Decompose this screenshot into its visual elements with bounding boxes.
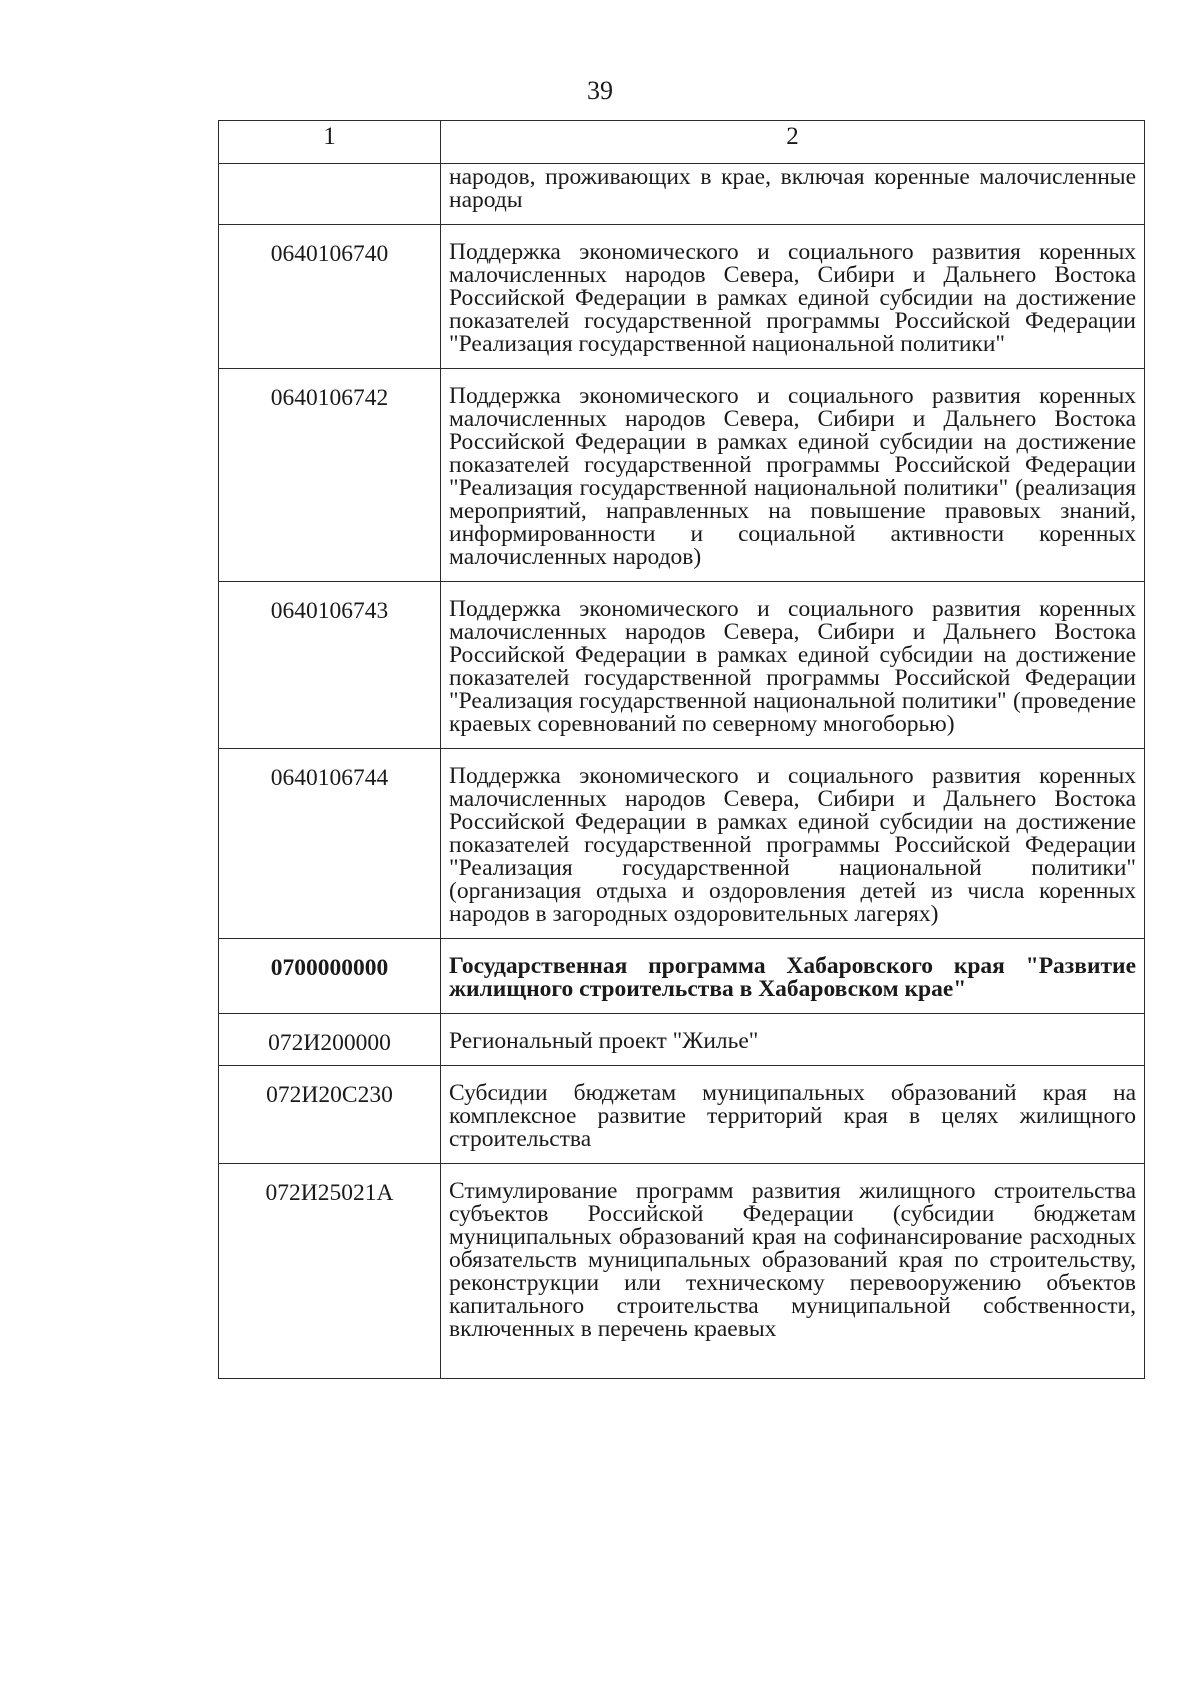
column-header-name: 2	[441, 121, 1145, 164]
row-code: 0640106742	[219, 369, 441, 582]
row-description: Субсидии бюджетам муниципальных образований края на комплексное развитие территорий края в целях жилищного строительства	[441, 1066, 1145, 1164]
row-description: народов, проживающих в крае, включая коренные малочисленные народы	[441, 164, 1145, 225]
table-row	[219, 225, 1145, 369]
row-description: Стимулирование программ развития жилищного строительства субъектов Российской Федерации (субсидии бюджетам муниципальных образований края на софинансирование расходных обязательств муниципальных образований края по строительству, реконструкции или техническому перевооружению объектов капитального строительства муниципальной собственности, включенных в перечень краевых	[449, 1180, 1136, 1341]
page-number: 39	[587, 76, 613, 105]
row-code: 0640106743	[219, 582, 441, 749]
table-row	[219, 1014, 1145, 1066]
table-row	[219, 1164, 1145, 1379]
row-description: Поддержка экономического и социального развития коренных малочисленных народов Севера, Сибири и Дальнего Востока Российской Федерации в рамках единой субсидии на достижение показателей государственной программы Российской Федерации "Реализация государственной национальной политики" (организация отдыха и оздоровления детей из числа коренных народов в загородных оздоровительных лагерях)	[441, 749, 1145, 939]
table-row	[219, 1066, 1145, 1164]
table-header-row	[219, 121, 1145, 164]
table-row-program	[219, 939, 1145, 1014]
row-description: Поддержка экономического и социального развития коренных малочисленных народов Севера, Сибири и Дальнего Востока Российской Федерации в рамках единой субсидии на достижение показателей государственной программы Российской Федерации "Реализация государственной национальной политики" (проведение краевых соревнований по северному многоборью)	[441, 582, 1145, 749]
row-description-cell	[441, 1164, 1145, 1379]
column-header-code: 1	[219, 121, 441, 164]
table-row	[219, 749, 1145, 939]
table-row	[219, 582, 1145, 749]
row-code: 072И20С230	[219, 1066, 441, 1164]
budget-classification-table	[218, 120, 1145, 1379]
row-description: Региональный проект "Жилье"	[441, 1014, 1145, 1066]
row-code: 072И25021А	[219, 1164, 441, 1379]
table-row	[219, 369, 1145, 582]
row-description: Поддержка экономического и социального развития коренных малочисленных народов Севера, Сибири и Дальнего Востока Российской Федерации в рамках единой субсидии на достижение показателей государственной программы Российской Федерации "Реализация государственной национальной политики"	[441, 225, 1145, 369]
table-row	[219, 164, 1145, 225]
row-code	[219, 164, 441, 225]
row-description: Поддержка экономического и социального развития коренных малочисленных народов Севера, Сибири и Дальнего Востока Российской Федерации в рамках единой субсидии на достижение показателей государственной программы Российской Федерации "Реализация государственной национальной политики" (реализация мероприятий, направленных на повышение правовых знаний, информированности и социальной активности коренных малочисленных народов)	[441, 369, 1145, 582]
row-code: 072И200000	[219, 1014, 441, 1066]
row-description: Государственная программа Хабаровского края "Развитие жилищного строительства в Хабаровском крае"	[441, 939, 1145, 1014]
row-code: 0640106744	[219, 749, 441, 939]
row-code: 0700000000	[219, 939, 441, 1014]
row-code: 0640106740	[219, 225, 441, 369]
